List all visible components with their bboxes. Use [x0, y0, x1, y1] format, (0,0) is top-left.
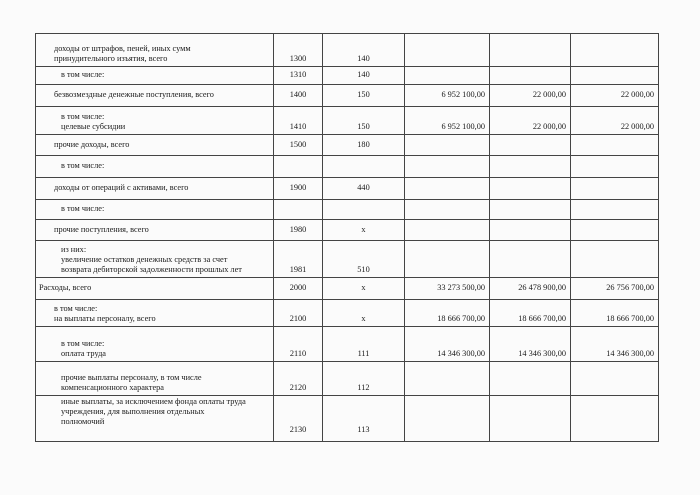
table-row [36, 220, 659, 241]
row-name-cell [36, 278, 274, 300]
value-cell [490, 135, 571, 156]
row-name-cell [36, 156, 274, 178]
row-name-line: доходы от операций с активами, всего [54, 183, 189, 192]
value-cell [405, 156, 490, 178]
value-cell [571, 362, 659, 396]
row-name-line: в том числе: [61, 70, 105, 79]
table-row [36, 327, 659, 362]
value-cell [571, 135, 659, 156]
value-cell: 18 666 700,00 [490, 300, 571, 327]
value-cell [490, 67, 571, 85]
value-cell [405, 241, 490, 278]
row-name-line: в том числе: [61, 339, 105, 348]
value-cell [490, 34, 571, 67]
value-cell [405, 135, 490, 156]
value-cell [405, 396, 490, 442]
row-code-cell: 1900 [274, 178, 323, 200]
row-name-line: прочие выплаты персоналу, в том числе [61, 373, 202, 382]
financial-plan-table [35, 33, 659, 442]
row-name-cell [36, 67, 274, 85]
row-code-cell: 2110 [274, 327, 323, 362]
row-name-cell [36, 362, 274, 396]
table-row [36, 107, 659, 135]
row-name-cell [36, 327, 274, 362]
value-cell [490, 156, 571, 178]
row-name-line: на выплаты персоналу, всего [54, 314, 156, 323]
value-cell [405, 67, 490, 85]
row-code-cell: 1410 [274, 107, 323, 135]
row-name-cell [36, 200, 274, 220]
row-kbk-cell: x [323, 220, 405, 241]
table-row [36, 34, 659, 67]
value-cell [571, 241, 659, 278]
row-kbk-cell: 150 [323, 85, 405, 107]
value-cell [571, 178, 659, 200]
row-kbk-cell [323, 156, 405, 178]
row-code-cell [274, 200, 323, 220]
row-kbk-cell: 440 [323, 178, 405, 200]
value-cell: 33 273 500,00 [405, 278, 490, 300]
row-name-line: в том числе: [61, 112, 105, 121]
value-cell [571, 220, 659, 241]
value-cell [405, 200, 490, 220]
table-row [36, 85, 659, 107]
row-name-line: иные выплаты, за исключением фонда оплаты труда [61, 397, 246, 406]
row-name-cell [36, 178, 274, 200]
row-kbk-cell: 111 [323, 327, 405, 362]
table-row [36, 241, 659, 278]
row-code-cell: 1400 [274, 85, 323, 107]
value-cell [490, 220, 571, 241]
table-row [36, 300, 659, 327]
value-cell [571, 200, 659, 220]
value-cell: 14 346 300,00 [490, 327, 571, 362]
row-name-line: возврата дебиторской задолженности прошлых лет [61, 265, 242, 274]
row-kbk-cell: 510 [323, 241, 405, 278]
value-cell: 22 000,00 [490, 107, 571, 135]
value-cell: 22 000,00 [571, 85, 659, 107]
row-name-line: увеличение остатков денежных средств за счет [61, 255, 228, 264]
value-cell [405, 34, 490, 67]
value-cell [571, 156, 659, 178]
row-kbk-cell: 113 [323, 396, 405, 442]
value-cell [490, 396, 571, 442]
row-name-line: прочие доходы, всего [54, 139, 130, 149]
table-row [36, 135, 659, 156]
value-cell [405, 220, 490, 241]
row-kbk-cell: 140 [323, 67, 405, 85]
row-name-cell [36, 34, 274, 67]
row-name-cell [36, 241, 274, 278]
row-name-cell [36, 85, 274, 107]
row-name-cell [36, 220, 274, 241]
value-cell [571, 396, 659, 442]
row-name-cell [36, 300, 274, 327]
value-cell [490, 178, 571, 200]
row-name-cell [36, 396, 274, 442]
value-cell [490, 362, 571, 396]
value-cell [571, 34, 659, 67]
row-code-cell: 2000 [274, 278, 323, 300]
value-cell: 6 952 100,00 [405, 85, 490, 107]
row-code-cell: 2100 [274, 300, 323, 327]
value-cell: 26 478 900,00 [490, 278, 571, 300]
row-kbk-cell: x [323, 278, 405, 300]
row-name-line: прочие поступления, всего [54, 224, 149, 234]
row-code-cell: 2130 [274, 396, 323, 442]
row-name-line: учреждения, для выполнения отдельных [61, 407, 205, 416]
table-row [36, 278, 659, 300]
row-name-line: в том числе: [61, 161, 105, 170]
row-name-line: принудительного изъятия, всего [54, 54, 168, 63]
row-code-cell: 1300 [274, 34, 323, 67]
row-kbk-cell: 180 [323, 135, 405, 156]
row-name-line: в том числе: [61, 204, 105, 213]
row-name-line: в том числе: [54, 304, 98, 313]
table-row [36, 156, 659, 178]
value-cell: 22 000,00 [571, 107, 659, 135]
table-row [36, 200, 659, 220]
value-cell: 14 346 300,00 [571, 327, 659, 362]
value-cell: 26 756 700,00 [571, 278, 659, 300]
row-code-cell: 1980 [274, 220, 323, 241]
row-name-cell [36, 107, 274, 135]
row-name-line: целевые субсидии [61, 122, 126, 131]
table-row [36, 67, 659, 85]
row-name-line: полномочий [61, 417, 105, 426]
row-name-line: оплата труда [61, 349, 106, 358]
row-name-line: Расходы, всего [39, 283, 92, 292]
table-row [36, 178, 659, 200]
table-row [36, 396, 659, 442]
value-cell [490, 200, 571, 220]
value-cell [405, 362, 490, 396]
value-cell: 6 952 100,00 [405, 107, 490, 135]
value-cell: 22 000,00 [490, 85, 571, 107]
row-kbk-cell: 150 [323, 107, 405, 135]
row-name-line: безвозмездные денежные поступления, всего [54, 90, 214, 99]
table-row [36, 362, 659, 396]
row-code-cell: 1500 [274, 135, 323, 156]
row-kbk-cell: 140 [323, 34, 405, 67]
row-name-cell [36, 135, 274, 156]
row-name-line: компенсационного характера [61, 383, 164, 392]
row-code-cell: 2120 [274, 362, 323, 396]
table-body [36, 34, 659, 442]
row-code-cell: 1981 [274, 241, 323, 278]
value-cell: 18 666 700,00 [571, 300, 659, 327]
row-kbk-cell: 112 [323, 362, 405, 396]
value-cell: 18 666 700,00 [405, 300, 490, 327]
value-cell [490, 241, 571, 278]
row-name-line: доходы от штрафов, пеней, иных сумм [54, 44, 191, 53]
row-code-cell [274, 156, 323, 178]
row-code-cell: 1310 [274, 67, 323, 85]
row-kbk-cell: x [323, 300, 405, 327]
value-cell [405, 178, 490, 200]
value-cell [571, 67, 659, 85]
value-cell: 14 346 300,00 [405, 327, 490, 362]
row-kbk-cell [323, 200, 405, 220]
row-name-line: из них: [61, 245, 87, 254]
